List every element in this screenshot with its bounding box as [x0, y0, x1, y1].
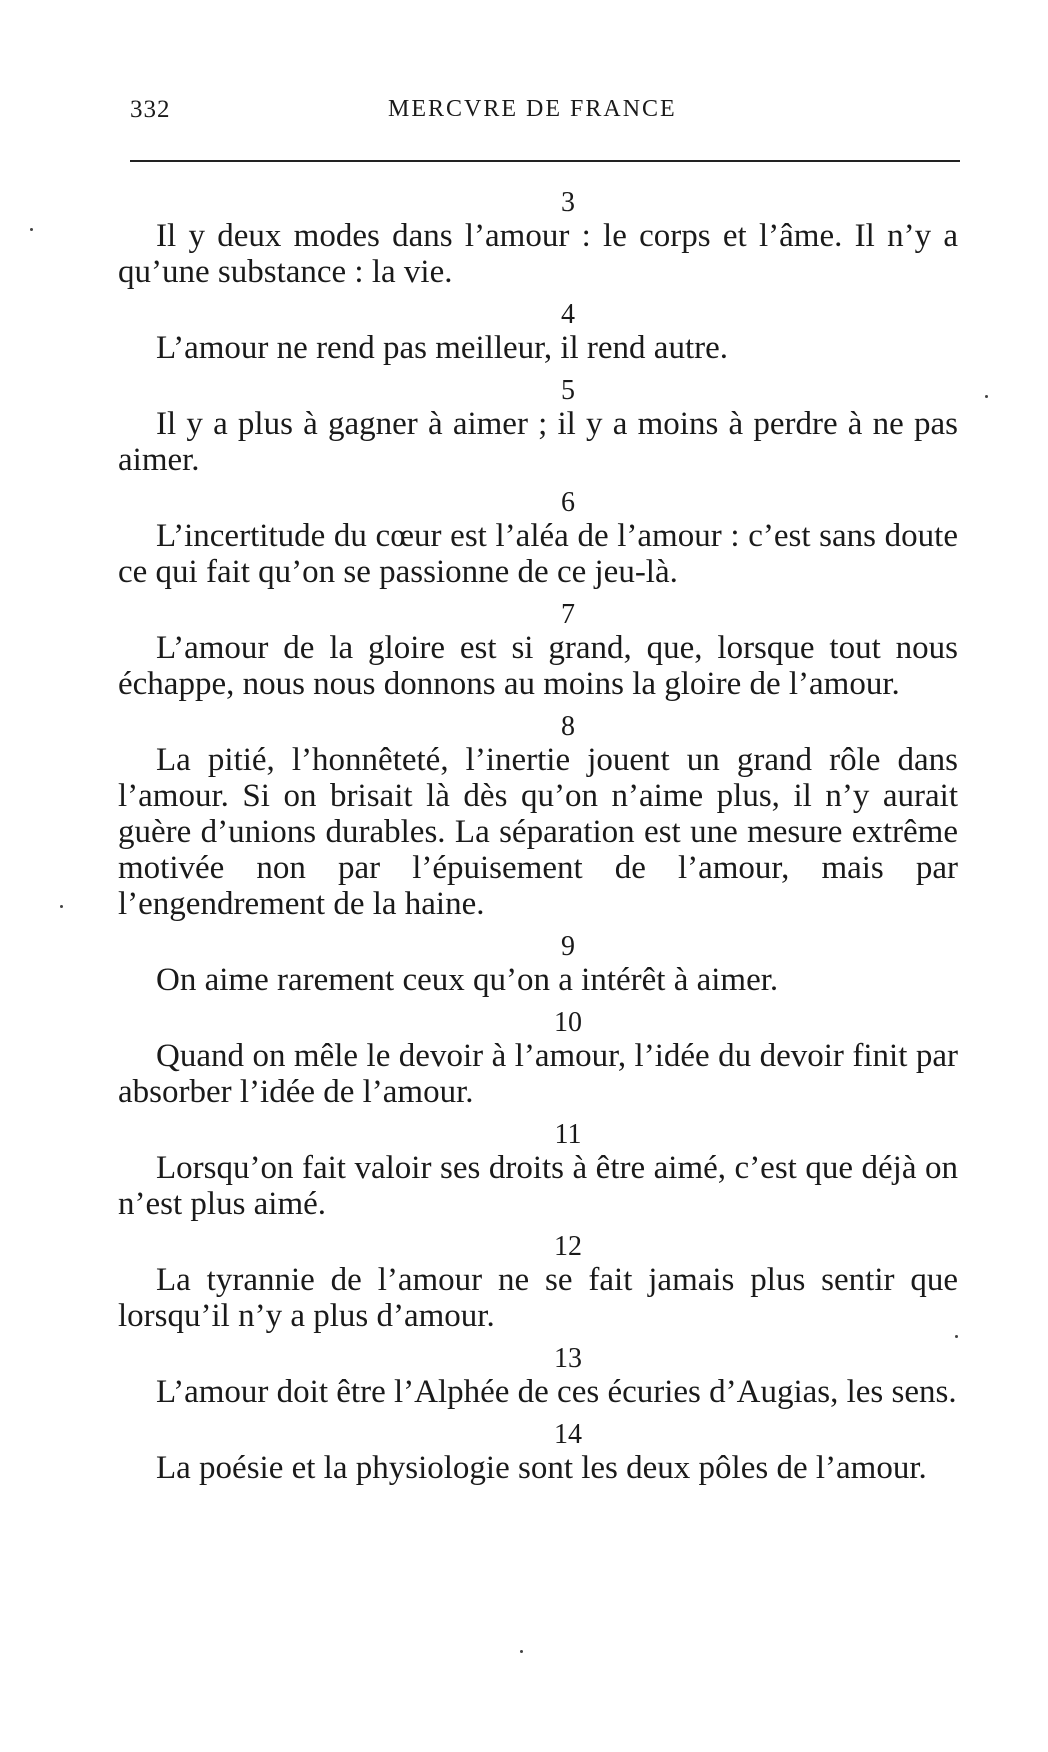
- maxim-14: [118, 1420, 958, 1486]
- maxim-number: 4: [561, 299, 575, 330]
- maxims-list: [118, 188, 958, 1496]
- running-title: MERCVRE DE FRANCE: [388, 96, 677, 122]
- maxim-text: Quand on mêle le devoir à l’amour, l’idée du devoir finit par absorber l’idée de l’amour.: [118, 1038, 958, 1110]
- scan-speck: [30, 228, 33, 231]
- maxim-number: 3: [561, 187, 575, 218]
- maxim-7: [118, 600, 958, 702]
- maxim-number: 6: [561, 487, 575, 518]
- maxim-text: Il y a plus à gagner à aimer ; il y a moins à perdre à ne pas aimer.: [118, 406, 958, 478]
- maxim-number: 9: [561, 931, 575, 962]
- maxim-9: [118, 932, 958, 998]
- maxim-4: [118, 300, 958, 366]
- maxim-text: La pitié, l’honnêteté, l’inertie jouent un grand rôle dans l’amour. Si on brisait là dès qu’on n’aime plus, il n’y aurait guère d’unions durables. La séparation est une mesure extrême motivée non par l’épuisement de l’amour, mais par l’engendrement de la haine.: [118, 742, 958, 922]
- maxim-text: On aime rarement ceux qu’on a intérêt à aimer.: [156, 962, 779, 998]
- page-header: [130, 96, 960, 146]
- maxim-number: 11: [554, 1119, 582, 1150]
- maxim-11: [118, 1120, 958, 1222]
- maxim-number: 12: [554, 1231, 582, 1262]
- maxim-10: [118, 1008, 958, 1110]
- maxim-text: L’incertitude du cœur est l’aléa de l’amour : c’est sans doute ce qui fait qu’on se passionne de ce jeu-là.: [118, 518, 958, 590]
- maxim-number: 13: [554, 1343, 582, 1374]
- maxim-number: 7: [561, 599, 575, 630]
- scan-speck: [955, 1335, 958, 1338]
- maxim-text: L’amour ne rend pas meilleur, il rend autre.: [156, 330, 729, 366]
- maxim-12: [118, 1232, 958, 1334]
- scan-speck: [520, 1650, 523, 1653]
- scan-speck: [60, 905, 63, 908]
- maxim-3: [118, 188, 958, 290]
- maxim-number: 14: [554, 1419, 582, 1450]
- maxim-13: [118, 1344, 958, 1410]
- maxim-text: Lorsqu’on fait valoir ses droits à être aimé, c’est que déjà on n’est plus aimé.: [118, 1150, 958, 1222]
- maxim-5: [118, 376, 958, 478]
- maxim-6: [118, 488, 958, 590]
- maxim-8: [118, 712, 958, 922]
- page-number: 332: [130, 96, 171, 123]
- maxim-number: 5: [561, 375, 575, 406]
- maxim-number: 10: [554, 1007, 582, 1038]
- maxim-text: La poésie et la physiologie sont les deux pôles de l’amour.: [156, 1450, 927, 1486]
- maxim-text: L’amour doit être l’Alphée de ces écuries d’Augias, les sens.: [156, 1374, 957, 1410]
- scan-speck: [985, 395, 988, 398]
- maxim-number: 8: [561, 711, 575, 742]
- maxim-text: Il y deux modes dans l’amour : le corps et l’âme. Il n’y a qu’une substance : la vie.: [118, 218, 958, 290]
- header-rule: [130, 160, 960, 162]
- maxim-text: La tyrannie de l’amour ne se fait jamais plus sentir que lorsqu’il n’y a plus d’amour.: [118, 1262, 958, 1334]
- maxim-text: L’amour de la gloire est si grand, que, lorsque tout nous échappe, nous nous donnons au moins la gloire de l’amour.: [118, 630, 958, 702]
